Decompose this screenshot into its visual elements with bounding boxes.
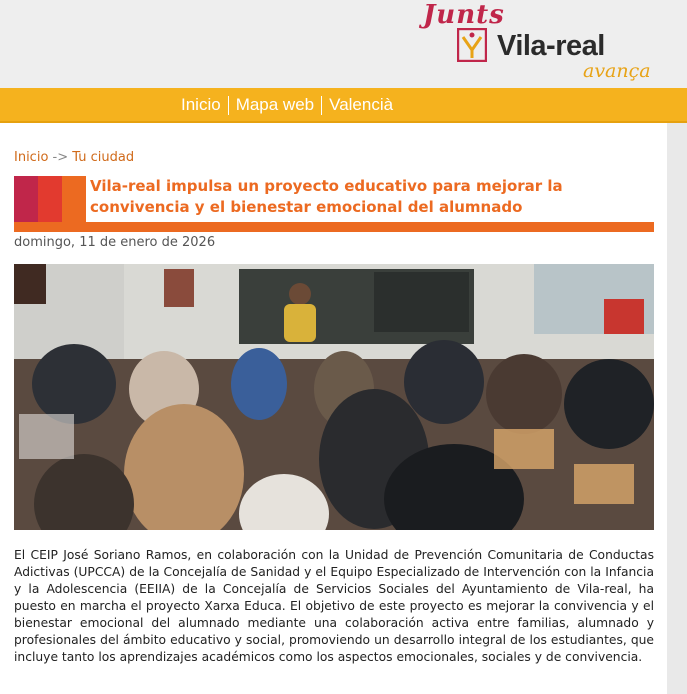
article-photo [14,264,654,530]
city-emblem-icon [457,28,487,62]
breadcrumb-current-link[interactable]: Tu ciudad [72,150,135,165]
nav-mapa-web[interactable]: Mapa web [235,95,315,114]
nav-valencia[interactable]: Valencià [329,95,394,114]
article-title-block [14,176,654,232]
breadcrumb-home-link[interactable]: Inicio [14,150,49,165]
avanca-tagline: avança [583,60,651,82]
article-body: El CEIP José Soriano Ramos, en colaboración con la Unidad de Prevención Comunitaria de Conductas Adictivas (UPCCA) de la Concejalía de Sanidad y el Equipo Especializado de Intervención con la Infancia y la Adolescencia (EEIIA) de la Concejalía de Servicios Sociales del Ayuntamiento de Vila-real, ha puesto en marcha el proyecto Xarxa Educa. El objetivo de este proyecto es mejorar la convivencia y el bienestar emocional del alumnado mediante una colaboración activa entre familias, alumnado y profesionales del ámbito educativo y social, promoviendo un desarrollo integral de los estudiantes, que incluye tanto los aprendizajes académicos como los aspectos emocionales, sociales y de convivencia. [14,548,654,664]
article-date: domingo, 11 de enero de 2026 [14,235,216,250]
junts-logo-text: Junts [423,0,505,30]
article-page [0,123,667,694]
site-header [0,0,687,88]
vila-real-logo-text: Vila-real [497,30,605,62]
site-logo[interactable] [423,0,673,88]
main-navigation [0,88,687,123]
nav-inicio[interactable]: Inicio [181,95,221,114]
article-title: Vila-real impulsa un proyecto educativo para mejorar la convivencia y el bienestar emocional del alumnado [90,176,654,218]
title-underline [14,222,654,232]
breadcrumb-separator: -> [52,150,69,165]
breadcrumb [14,150,134,165]
